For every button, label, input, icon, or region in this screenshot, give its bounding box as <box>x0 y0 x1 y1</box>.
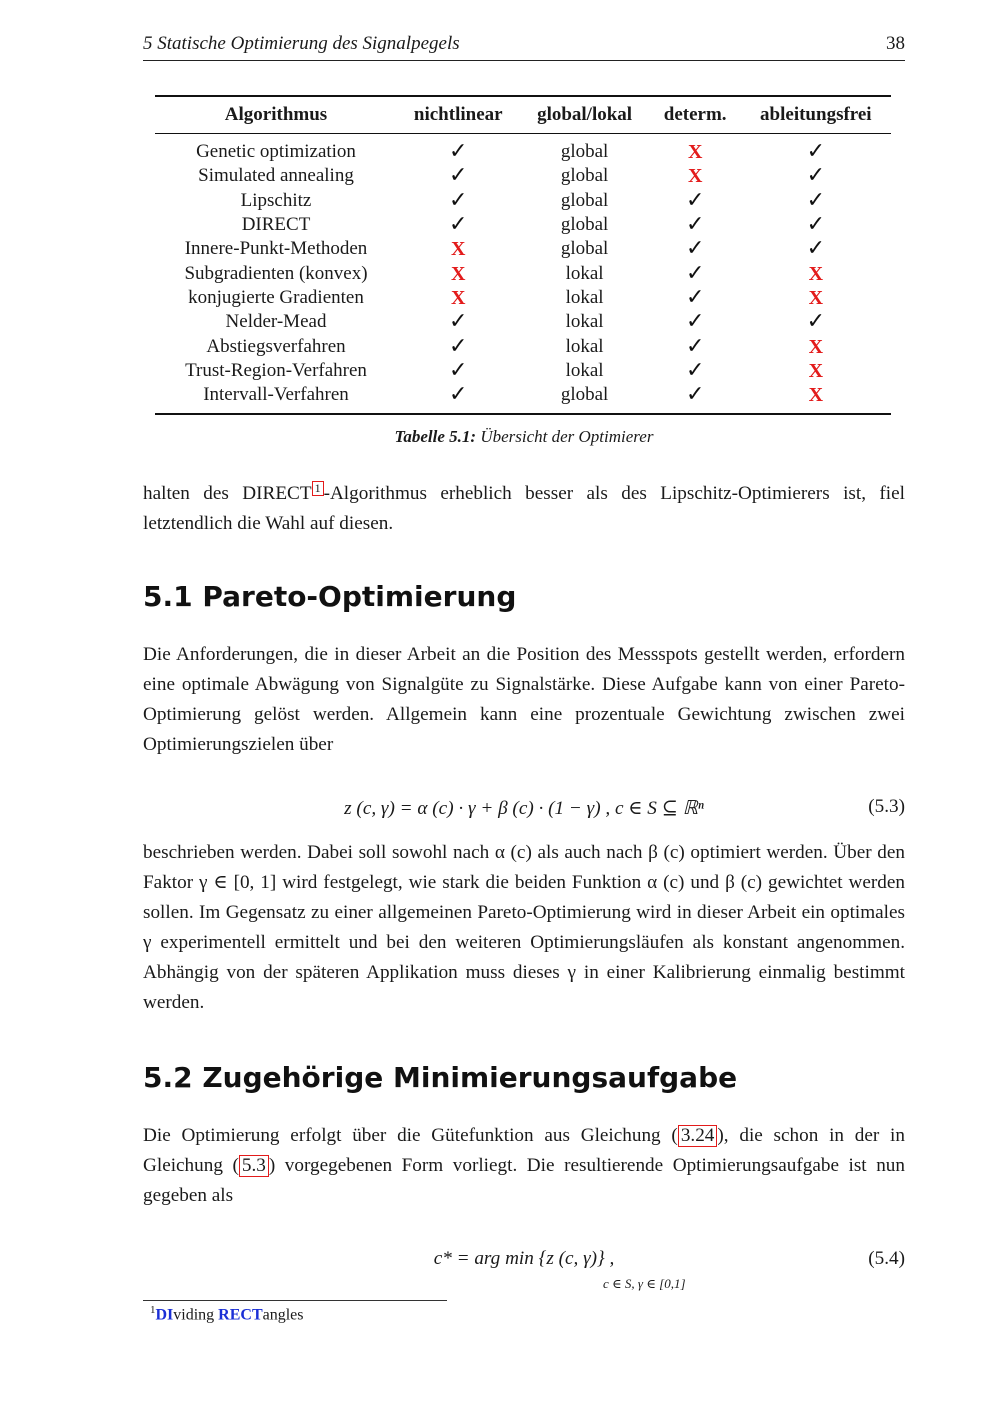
table-header-row <box>155 96 891 134</box>
equation-5-3-number: (5.3) <box>868 796 905 817</box>
cell-global-lokal: global <box>560 165 609 187</box>
cell-nichtlinear: ✓ <box>449 139 468 165</box>
equation-5-4-subscript: c ∈ S, γ ∈ [0,1] <box>603 1276 686 1291</box>
cell-ableitungsfrei: X <box>808 335 824 358</box>
equation-5-3 <box>143 792 905 826</box>
equation-5-4 <box>143 1244 905 1291</box>
cell-algorithmus: Simulated annealing <box>198 165 354 187</box>
table-row <box>155 213 891 237</box>
col-header-nichtlinear: nichtlinear <box>413 104 503 125</box>
cell-determ: ✓ <box>685 284 705 310</box>
table-row <box>155 189 891 213</box>
cell-determ: ✓ <box>685 260 705 286</box>
cell-nichtlinear: X <box>451 238 466 261</box>
min-text-c: ) vorgegebenen Form vorliegt. Die resultierende Optimierungsaufgabe ist nun gegeben als <box>143 1155 905 1206</box>
cell-determ: ✓ <box>685 187 705 213</box>
pareto-paragraph-1: Die Anforderungen, die in dieser Arbeit an die Position des Messspots gestellt werden, erfordern eine optimale Abwägung von Signalgüte zu Signalstärke. Diese Aufgabe kann von einer Pareto-Optimierung gelöst werden. Allgemein kann eine prozentuale Gewichtung zwischen zwei Optimierungszielen über <box>143 644 905 755</box>
cell-nichtlinear: ✓ <box>449 187 468 213</box>
cell-determ: ✓ <box>685 236 705 262</box>
cell-algorithmus: Abstiegsverfahren <box>206 335 346 357</box>
cell-ableitungsfrei: X <box>808 286 824 309</box>
cell-algorithmus: Subgradienten (konvex) <box>184 262 368 284</box>
cell-determ: ✓ <box>685 309 705 335</box>
table-row <box>155 334 891 358</box>
cell-ableitungsfrei: ✓ <box>806 212 826 238</box>
cell-determ: ✓ <box>685 357 705 383</box>
min-text-b: ), die schon in der in Gleichung ( <box>143 1125 905 1176</box>
footnote-rect: RECT <box>218 1306 263 1324</box>
section-heading-minimierung: 5.2 Zugehörige Minimierungsaufgabe <box>143 1061 738 1094</box>
cell-nichtlinear: ✓ <box>449 357 468 383</box>
chapter-title: 5 Statische Optimierung des Signalpegels <box>143 33 460 54</box>
footnote-number: 1 <box>150 1304 156 1316</box>
cell-nichtlinear: ✓ <box>449 333 468 359</box>
table-row <box>155 359 891 383</box>
cell-global-lokal: global <box>560 141 609 163</box>
footnote-rule <box>143 1300 447 1301</box>
cell-global-lokal: lokal <box>565 311 604 333</box>
intro-paragraph <box>143 479 905 539</box>
cell-ableitungsfrei: ✓ <box>806 236 826 262</box>
minimierung-paragraph <box>143 1121 905 1211</box>
table-body <box>155 134 891 415</box>
cell-ableitungsfrei: ✓ <box>806 163 826 189</box>
cell-algorithmus: DIRECT <box>241 214 311 236</box>
cell-ableitungsfrei: ✓ <box>806 309 826 335</box>
cell-ableitungsfrei: ✓ <box>806 139 826 165</box>
section-heading-pareto: 5.1 Pareto-Optimierung <box>143 580 517 613</box>
equation-5-3-body: z (c, γ) = α (c) · γ + β (c) · (1 − γ) , c ∈ S ⊆ ℝⁿ <box>344 798 704 819</box>
cell-global-lokal: lokal <box>565 335 604 357</box>
equation-ref-5-3[interactable]: 5.3 <box>239 1155 269 1177</box>
cell-algorithmus: Innere-Punkt-Methoden <box>184 238 368 260</box>
cell-global-lokal: lokal <box>565 286 604 308</box>
col-header-global-lokal: global/lokal <box>537 104 633 125</box>
table-caption <box>143 427 905 447</box>
cell-nichtlinear: ✓ <box>449 163 468 189</box>
equation-ref-3-24[interactable]: 3.24 <box>678 1125 718 1147</box>
cell-determ: ✓ <box>685 212 705 238</box>
table-row <box>155 286 891 310</box>
running-header <box>143 30 905 61</box>
table-row <box>155 134 891 165</box>
cell-nichtlinear: ✓ <box>449 212 468 238</box>
table-row <box>155 261 891 285</box>
footnote-angles: angles <box>262 1306 304 1324</box>
cell-ableitungsfrei: ✓ <box>806 187 826 213</box>
cell-nichtlinear: ✓ <box>449 309 468 335</box>
pareto-paragraph-2: beschrieben werden. Dabei soll sowohl nach α (c) als auch nach β (c) optimiert werden. Über den Faktor γ ∈ [0, 1] wird festgelegt, wie stark die beiden Funktion α (c) und β (c) gewichtet werden sollen. Im Gegensatz zu einer allgemeinen Pareto-Optimierung wird in dieser Arbeit ein optimales γ experimentell ermittelt und bei den weiteren Optimierungsläufen als konstant angenommen. Abhängig von der späteren Applikation muss dieses γ in einer Kalibrierung einmalig bestimmt werden. <box>143 842 905 1013</box>
cell-determ: ✓ <box>685 382 705 408</box>
cell-global-lokal: lokal <box>565 262 604 284</box>
cell-nichtlinear: ✓ <box>449 382 468 408</box>
footnote-viding: viding <box>173 1306 219 1324</box>
caption-label: Tabelle 5.1: <box>394 427 477 446</box>
table-row <box>155 164 891 188</box>
table-row <box>155 383 891 414</box>
footnote-marker[interactable]: 1 <box>312 481 324 496</box>
col-header-determ: determ. <box>663 104 727 125</box>
cell-global-lokal: lokal <box>565 359 604 381</box>
cell-algorithmus: Nelder-Mead <box>225 311 327 333</box>
cell-algorithmus: Genetic optimization <box>196 141 356 163</box>
intro-after: -Algorithmus erheblich besser als des Lipschitz-Optimierers ist, fiel letztendlich die Wahl auf diesen. <box>143 483 905 534</box>
cell-determ: X <box>687 165 703 188</box>
equation-5-4-body: c* = arg min {z (c, γ)} , <box>433 1248 615 1269</box>
caption-text: Übersicht der Optimierer <box>480 427 654 446</box>
cell-ableitungsfrei: X <box>808 359 824 382</box>
page-number: 38 <box>886 33 905 54</box>
min-text-a: Die Optimierung erfolgt über die Gütefunktion aus Gleichung ( <box>143 1125 678 1146</box>
cell-algorithmus: konjugierte Gradienten <box>188 286 364 308</box>
cell-algorithmus: Lipschitz <box>240 189 312 211</box>
intro-before: halten des DIRECT <box>143 483 312 504</box>
col-header-algorithmus: Algorithmus <box>224 104 328 125</box>
col-header-ableitungsfrei: ableitungsfrei <box>760 104 872 125</box>
table-row <box>155 237 891 261</box>
cell-nichtlinear: X <box>451 262 466 285</box>
cell-determ: X <box>687 141 703 164</box>
equation-5-4-number: (5.4) <box>868 1248 905 1269</box>
cell-ableitungsfrei: X <box>808 262 824 285</box>
cell-algorithmus: Intervall-Verfahren <box>203 384 349 406</box>
footnote-di: DI <box>155 1306 174 1324</box>
table-row <box>155 310 891 334</box>
cell-global-lokal: global <box>560 189 609 211</box>
cell-nichtlinear: X <box>451 286 466 309</box>
cell-global-lokal: global <box>560 384 609 406</box>
cell-global-lokal: global <box>560 238 609 260</box>
cell-algorithmus: Trust-Region-Verfahren <box>185 359 367 381</box>
cell-determ: ✓ <box>685 333 705 359</box>
cell-global-lokal: global <box>560 214 609 236</box>
footnote <box>150 1304 304 1324</box>
cell-ableitungsfrei: X <box>808 384 824 407</box>
optimizer-table <box>155 95 891 415</box>
